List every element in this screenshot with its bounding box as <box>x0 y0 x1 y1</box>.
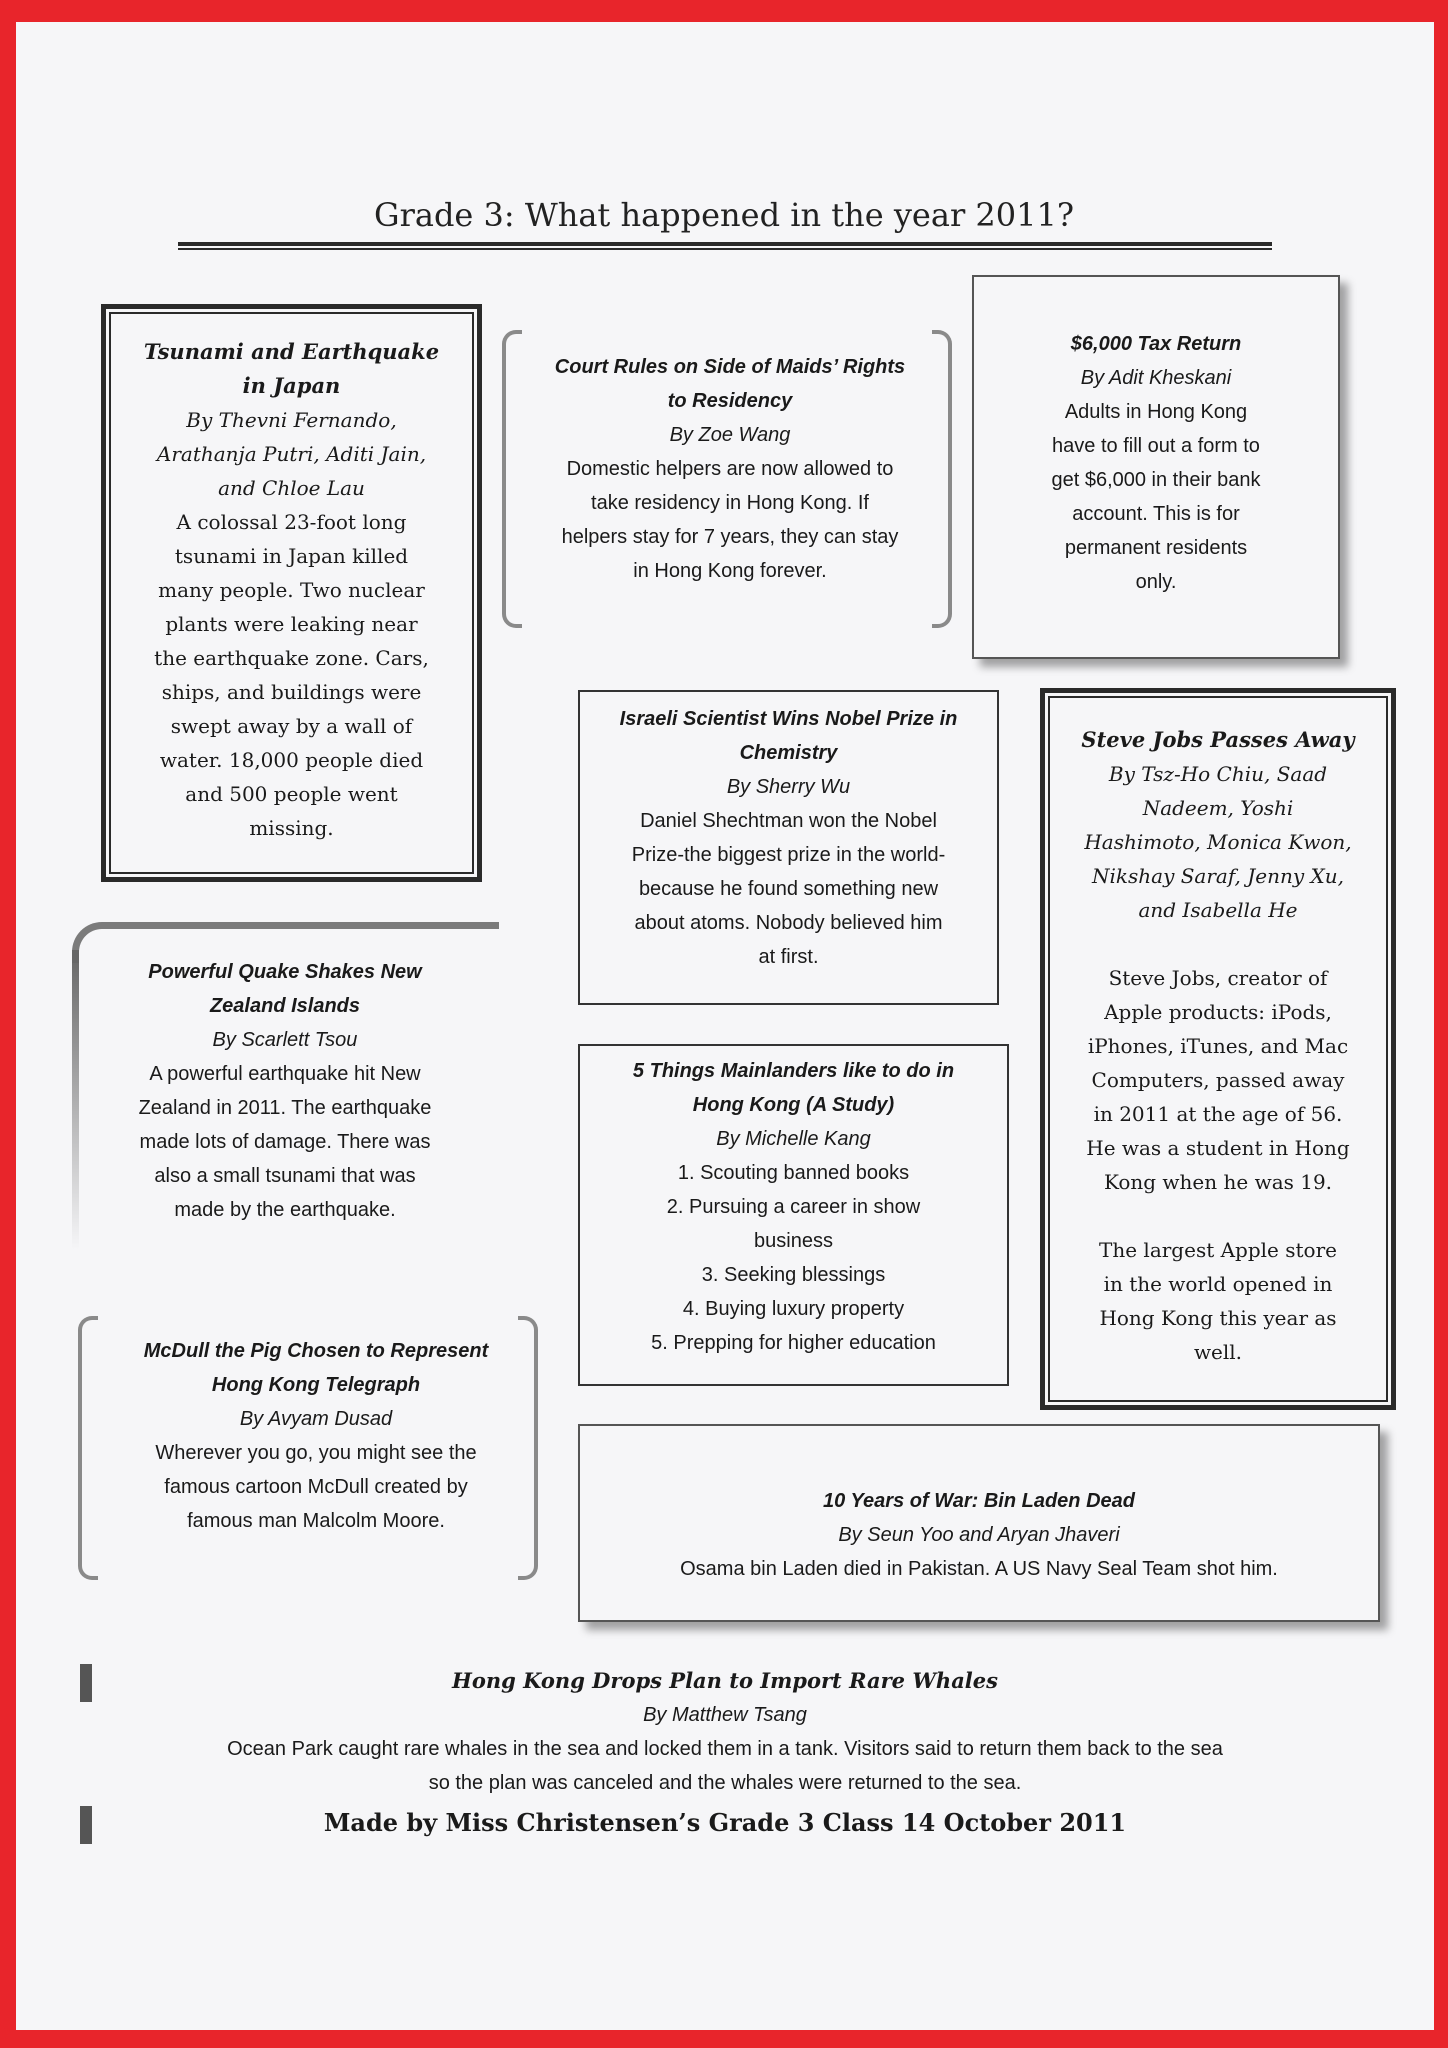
list-item: business <box>754 1230 833 1252</box>
article-bin-laden <box>578 1424 1380 1622</box>
byline: By Thevni Fernando, <box>186 408 397 432</box>
headline: 10 Years of War: Bin Laden Dead <box>823 1490 1135 1512</box>
body-line: Adults in Hong Kong <box>1064 401 1248 423</box>
headline: Court Rules on Side of Maids’ Rights <box>554 356 906 378</box>
headline: Hong Kong Telegraph <box>211 1374 421 1396</box>
byline: By Matthew Tsang <box>643 1704 807 1726</box>
article-mainlanders <box>578 1044 1009 1386</box>
title-rule <box>178 242 1272 246</box>
body-line: Steve Jobs, creator of <box>1108 966 1328 990</box>
byline: By Michelle Kang <box>716 1128 871 1150</box>
decorative-curve-fade <box>72 950 79 1250</box>
body-line: get $6,000 in their bank <box>1051 469 1261 491</box>
body-line: about atoms. Nobody believed him <box>634 912 943 934</box>
headline: Zealand Islands <box>209 995 361 1017</box>
article-mcdull <box>96 1334 536 1544</box>
byline: Hashimoto, Monica Kwon, <box>1084 830 1352 854</box>
body-line: and 500 people went <box>185 782 398 806</box>
things-list <box>580 1156 1007 1360</box>
page-title: Grade 3: What happened in the year 2011? <box>374 196 1074 234</box>
headline: Powerful Quake Shakes New <box>148 961 422 983</box>
headline: Steve Jobs Passes Away <box>1081 727 1355 752</box>
body-line: Domestic helpers are now allowed to <box>566 458 894 480</box>
article-tax <box>972 275 1340 659</box>
headline: 5 Things Mainlanders like to do in <box>632 1060 955 1082</box>
body-line: iPhones, iTunes, and Mac <box>1087 1034 1349 1058</box>
bracket-left <box>502 330 522 628</box>
margin-mark <box>80 1664 92 1702</box>
body-line: Apple products: iPods, <box>1104 1000 1332 1024</box>
body-line: Kong when he was 19. <box>1103 1170 1333 1194</box>
body-line: famous cartoon McDull created by <box>164 1476 468 1498</box>
list-item: 5. Prepping for higher education <box>651 1332 936 1354</box>
title-rule-thin <box>178 248 1272 250</box>
body-line: in the world opened in <box>1103 1272 1333 1296</box>
headline: $6,000 Tax Return <box>1070 333 1242 355</box>
body-line: account. This is for <box>1072 503 1240 525</box>
byline: By Zoe Wang <box>669 424 791 446</box>
byline: Nikshay Saraf, Jenny Xu, <box>1091 864 1344 888</box>
body-line: helpers stay for 7 years, they can stay <box>561 526 899 548</box>
body-line: made lots of damage. There was <box>139 1131 431 1153</box>
headline: Hong Kong (A Study) <box>692 1094 895 1116</box>
body-line: made by the earthquake. <box>174 1199 396 1221</box>
body-line: in 2011 at the age of 56. <box>1093 1102 1343 1126</box>
body-line: Wherever you go, you might see the <box>155 1442 477 1464</box>
list-item: 3. Seeking blessings <box>701 1264 886 1286</box>
body-line: The largest Apple store <box>1099 1238 1337 1262</box>
body-line: plants were leaking near <box>165 612 418 636</box>
byline: Arathanja Putri, Aditi Jain, <box>156 442 427 466</box>
body-line: Computers, passed away <box>1091 1068 1345 1092</box>
body-line: He was a student in Hong <box>1086 1136 1350 1160</box>
credits-line: Made by Miss Christensen’s Grade 3 Class 14 October 2011 <box>323 1808 1127 1837</box>
headline: in Japan <box>242 373 341 398</box>
body-line: ships, and buildings were <box>161 680 422 704</box>
article-tsunami <box>101 304 482 882</box>
body-line: Osama bin Laden died in Pakistan. A US Navy Seal Team shot him. <box>680 1558 1278 1580</box>
body-line: at first. <box>758 946 819 968</box>
list-item: 2. Pursuing a career in show <box>666 1196 921 1218</box>
body-line: permanent residents <box>1064 537 1248 559</box>
byline: and Chloe Lau <box>218 476 365 500</box>
body-line: have to fill out a form to <box>1052 435 1260 457</box>
body-line: only. <box>1135 571 1177 593</box>
list-item: 4. Buying luxury property <box>682 1298 905 1320</box>
body-line: A colossal 23-foot long <box>176 510 407 534</box>
headline: to Residency <box>667 390 793 412</box>
headline: Hong Kong Drops Plan to Import Rare Whales <box>452 1668 998 1693</box>
headline: Chemistry <box>739 742 838 764</box>
body-line: many people. Two nuclear <box>158 578 425 602</box>
body-line: because he found something new <box>638 878 939 900</box>
body-line: so the plan was canceled and the whales were returned to the sea. <box>428 1772 1022 1794</box>
article-steve-jobs <box>1040 688 1396 1410</box>
article-maids <box>520 350 940 610</box>
body-line: the earthquake zone. Cars, <box>154 646 429 670</box>
byline: By Adit Kheskani <box>1080 367 1232 389</box>
article-nobel <box>578 690 999 1005</box>
body-line: Ocean Park caught rare whales in the sea and locked them in a tank. Visitors said to return them back to the sea <box>227 1738 1223 1760</box>
byline: By Scarlett Tsou <box>212 1029 358 1051</box>
body-line: Hong Kong this year as <box>1099 1306 1337 1330</box>
article-nz-quake <box>90 955 480 1245</box>
body-line: water. 18,000 people died <box>159 748 424 772</box>
body-line: swept away by a wall of <box>170 714 413 738</box>
body-line: famous man Malcolm Moore. <box>187 1510 445 1532</box>
headline: Israeli Scientist Wins Nobel Prize in <box>619 708 958 730</box>
body-line: also a small tsunami that was <box>154 1165 416 1187</box>
body-line: Daniel Shechtman won the Nobel <box>640 810 937 832</box>
bracket-left <box>78 1316 98 1580</box>
byline: and Isabella He <box>1138 898 1298 922</box>
body-line: well. <box>1193 1340 1243 1364</box>
headline: McDull the Pig Chosen to Represent <box>143 1340 489 1362</box>
body-line: in Hong Kong forever. <box>633 560 827 582</box>
body-line: missing. <box>249 816 334 840</box>
byline: By Tsz-Ho Chiu, Saad <box>1108 762 1328 786</box>
byline: By Seun Yoo and Aryan Jhaveri <box>838 1524 1120 1546</box>
body-line: A powerful earthquake hit New <box>149 1063 421 1085</box>
body-line: Prize-the biggest prize in the world- <box>631 844 946 866</box>
article-whales <box>100 1664 1350 1844</box>
byline: Nadeem, Yoshi <box>1142 796 1294 820</box>
body-line: Zealand in 2011. The earthquake <box>138 1097 432 1119</box>
body-line: take residency in Hong Kong. If <box>591 492 869 514</box>
list-item: 1. Scouting banned books <box>677 1162 910 1184</box>
body-line: tsunami in Japan killed <box>174 544 409 568</box>
byline: By Avyam Dusad <box>239 1408 393 1430</box>
byline: By Sherry Wu <box>726 776 851 798</box>
margin-mark <box>80 1806 92 1844</box>
headline: Tsunami and Earthquake <box>143 339 440 364</box>
